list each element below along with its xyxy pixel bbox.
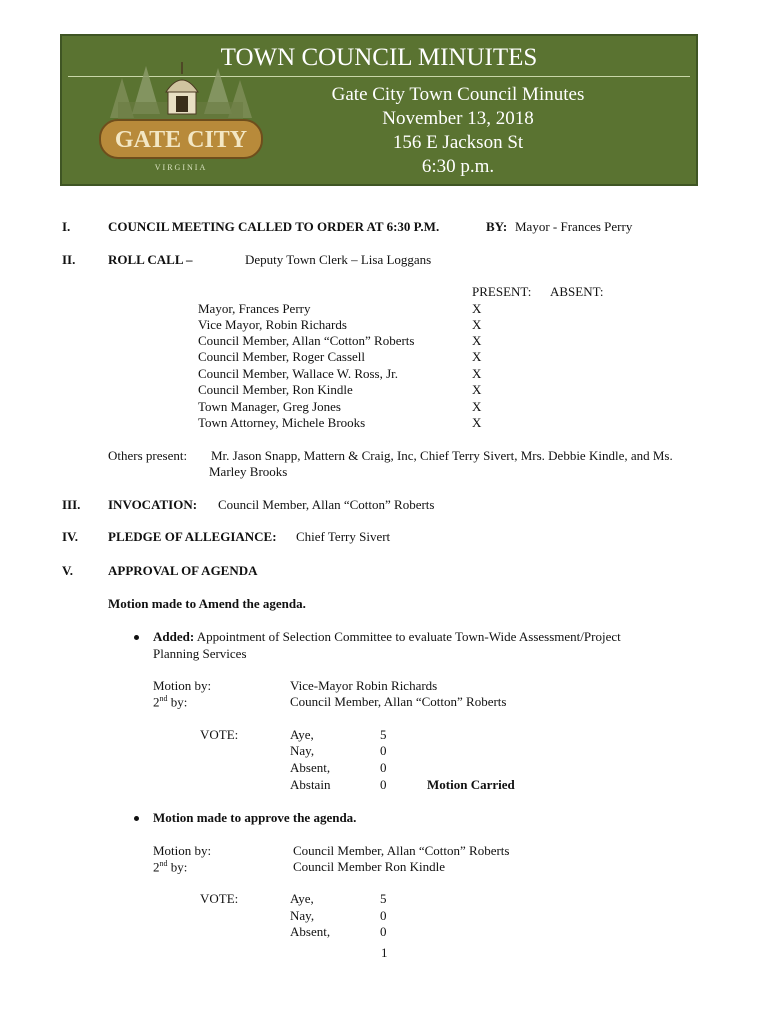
section-number: III. — [62, 497, 81, 512]
bullet-icon — [134, 816, 139, 821]
motion-by-label: Motion by: — [153, 678, 212, 693]
present-mark: X — [472, 382, 482, 397]
section-title: PLEDGE OF ALLEGIANCE: — [108, 529, 277, 544]
section-number: IV. — [62, 529, 79, 544]
others-present-label: Others present: — [108, 448, 188, 463]
roll-member: Town Attorney, Michele Brooks — [198, 415, 366, 430]
motion-by-value: Vice-Mayor Robin Richards — [290, 678, 438, 693]
logo-text: GATE CITY — [114, 127, 248, 153]
vote-type: Absent, — [290, 760, 331, 775]
vote-type: Aye, — [290, 727, 314, 742]
absent-header: ABSENT: — [550, 284, 604, 299]
bullet-icon — [134, 635, 139, 640]
second-by-value: Council Member, Allan “Cotton” Roberts — [290, 694, 507, 709]
present-mark: X — [472, 366, 482, 381]
second-by-label: 2nd by: — [153, 859, 188, 875]
roll-member: Council Member, Roger Cassell — [198, 349, 366, 364]
vote-label: VOTE: — [200, 891, 239, 906]
second-by-label: 2nd by: — [153, 694, 188, 710]
vote-type: Abstain — [290, 777, 331, 792]
section-title: ROLL CALL – — [108, 252, 193, 267]
vote-count: 0 — [380, 760, 387, 775]
gate-city-logo — [96, 58, 266, 176]
called-by-value: Mayor - Frances Perry — [515, 219, 633, 234]
vote-count: 0 — [380, 777, 387, 792]
section-title: INVOCATION: — [108, 497, 198, 512]
present-mark: X — [472, 349, 482, 364]
vote-label: VOTE: — [200, 727, 239, 742]
clerk-name: Deputy Town Clerk – Lisa Loggans — [245, 252, 432, 267]
page-number: 1 — [381, 945, 388, 960]
section-title: APPROVAL OF AGENDA — [108, 563, 258, 578]
section-title: COUNCIL MEETING CALLED TO ORDER AT 6:30 P.M. — [108, 219, 440, 234]
present-mark: X — [472, 301, 482, 316]
document-title: TOWN COUNCIL MINUITES — [220, 44, 538, 71]
pledge-value: Chief Terry Sivert — [296, 529, 391, 544]
vote-count: 0 — [380, 743, 387, 758]
vote-type: Aye, — [290, 891, 314, 906]
vote-count: 5 — [380, 727, 387, 742]
others-present-text: Mr. Jason Snapp, Mattern & Craig, Inc, Chief Terry Sivert, Mrs. Debbie Kindle, and Ms. — [211, 448, 673, 463]
motion-by-label: Motion by: — [153, 843, 212, 858]
second-by-value: Council Member Ron Kindle — [293, 859, 446, 874]
others-present-text: Marley Brooks — [209, 464, 288, 479]
approve-heading: Motion made to approve the agenda. — [153, 810, 357, 825]
vote-type: Nay, — [290, 743, 315, 758]
present-mark: X — [472, 317, 482, 332]
vote-type: Absent, — [290, 924, 331, 939]
added-label: Added: — [153, 629, 195, 644]
roll-member: Mayor, Frances Perry — [198, 301, 311, 316]
motion-by-value: Council Member, Allan “Cotton” Roberts — [293, 843, 510, 858]
header-line: Gate City Town Council Minutes — [331, 84, 585, 105]
header-line: 156 E Jackson St — [392, 132, 524, 153]
roll-member: Town Manager, Greg Jones — [198, 399, 341, 414]
invocation-value: Council Member, Allan “Cotton” Roberts — [218, 497, 435, 512]
present-mark: X — [472, 333, 482, 348]
header-line: November 13, 2018 — [382, 108, 534, 129]
added-item — [153, 629, 621, 645]
logo-state-text: VIRGINIA — [154, 163, 208, 172]
present-mark: X — [472, 399, 482, 414]
vote-count: 0 — [380, 908, 387, 923]
section-number: I. — [62, 219, 71, 234]
added-text: Appointment of Selection Committee to evaluate Town-Wide Assessment/Project — [196, 629, 621, 644]
roll-member: Council Member, Ron Kindle — [198, 382, 353, 397]
vote-count: 5 — [380, 891, 387, 906]
section-number: V. — [62, 563, 73, 578]
header-line: 6:30 p.m. — [421, 156, 495, 177]
motion-result: Motion Carried — [427, 777, 515, 792]
added-text: Planning Services — [153, 646, 247, 661]
present-header: PRESENT: — [472, 284, 532, 299]
roll-member: Council Member, Wallace W. Ross, Jr. — [198, 366, 399, 381]
present-mark: X — [472, 415, 482, 430]
amend-heading: Motion made to Amend the agenda. — [108, 596, 306, 611]
roll-member: Council Member, Allan “Cotton” Roberts — [198, 333, 415, 348]
roll-member: Vice Mayor, Robin Richards — [198, 317, 347, 332]
vote-count: 0 — [380, 924, 387, 939]
called-by-label: BY: — [486, 219, 508, 234]
section-number: II. — [62, 252, 76, 267]
vote-type: Nay, — [290, 908, 315, 923]
